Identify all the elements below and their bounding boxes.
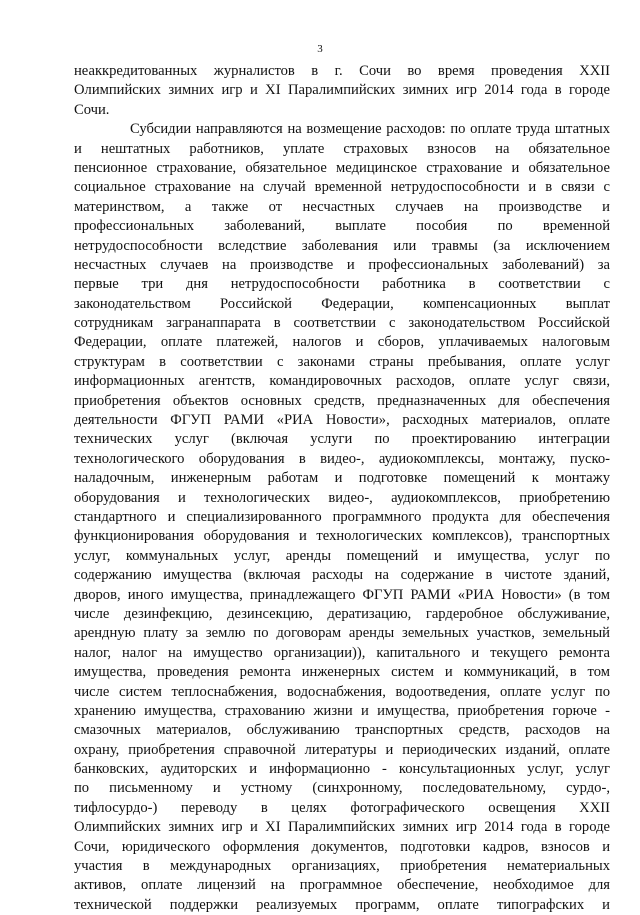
text-line: Федерации, оплате платежей, налогов и сборов, уплачиваемых налоговым — [74, 334, 610, 351]
text-line: числе систем теплоснабжения, водоснабжения, водоотведения, оплате услуг по — [74, 683, 610, 700]
text-line: наладочным, инженерным работам и подготовке помещений к монтажу — [74, 470, 610, 487]
text-line: Олимпийских зимних игр и XI Паралимпийских зимних игр 2014 года в городе — [74, 82, 610, 99]
text-line: структурам в соответствии с законами страны пребывания, оплате услуг — [74, 353, 610, 370]
page-number: 3 — [317, 43, 323, 55]
text-line: информационных агентств, командировочных расходов, оплате услуг связи, — [74, 373, 610, 390]
text-line: первые три дня нетрудоспособности работника в соответствии с — [74, 276, 610, 293]
text-line: стандартного и специализированного программного продукта для обеспечения — [74, 508, 610, 525]
text-line: Сочи, юридического оформления документов, подготовки кадров, взносов и — [74, 838, 610, 855]
text-line: технологического оборудования в видео-, аудиокомплексы, монтажу, пуско- — [74, 450, 610, 467]
text-line: несчастных случаев на производстве и профессиональных заболеваний) за — [74, 256, 610, 273]
text-line: арендную плату за землю по договорам аренды земельных участков, земельный — [74, 625, 610, 642]
text-line: пенсионное страхование, обязательное медицинское страхование и обязательное — [74, 159, 610, 176]
body-text — [74, 62, 610, 915]
text-line: технической поддержки реализуемых программ, оплате типографских и — [74, 896, 610, 913]
text-line: приобретения объектов основных средств, предназначенных для обеспечения — [74, 392, 610, 409]
text-line: по письменному и устному (синхронному, последовательному, сурдо-, — [74, 780, 610, 797]
text-line: нетрудоспособности вследствие заболевания или травмы (за исключением — [74, 237, 610, 254]
text-line: хранению имущества, страхованию жизни и имущества, приобретения горюче - — [74, 702, 610, 719]
text-line: содержанию имущества (включая расходы на содержание в чистоте зданий, — [74, 567, 610, 584]
text-line: банковских, аудиторских и информационно - консультационных услуг, услуг — [74, 761, 610, 778]
text-line: законодательством Российской Федерации, компенсационных выплат — [74, 295, 610, 312]
text-line: технических услуг (включая услуги по проектированию интеграции — [74, 431, 610, 448]
text-line: налог, налог на имущество организации)), капитального и текущего ремонта — [74, 644, 610, 661]
text-line: сотрудникам загранаппарата в соответствии с законодательством Российской — [74, 315, 610, 332]
text-line: имущества, проведения ремонта инженерных систем и коммуникаций, в том — [74, 664, 610, 681]
text-line: охрану, приобретения справочной литературы и периодических изданий, оплате — [74, 741, 610, 758]
text-line: смазочных материалов, обслуживанию транспортных средств, расходов на — [74, 722, 610, 739]
text-line: дворов, иного имущества, принадлежащего ФГУП РАМИ «РИА Новости» (в том — [74, 586, 610, 603]
text-line: профессиональных заболеваний, выплате пособия по временной — [74, 218, 610, 235]
text-line: материнством, а также от несчастных случаев на производстве и — [74, 198, 610, 215]
text-line: социальное страхование на случай временной нетрудоспособности и в связи с — [74, 179, 610, 196]
text-line: функционирования оборудования и технологических комплексов), транспортных — [74, 528, 610, 545]
text-line: участия в международных организациях, приобретения нематериальных — [74, 858, 610, 875]
text-line: оборудования и технологических видео-, аудиокомплексов, приобретению — [74, 489, 610, 506]
text-line: Субсидии направляются на возмещение расходов: по оплате труда штатных — [130, 121, 610, 138]
text-line: Олимпийских зимних игр и XI Паралимпийских зимних игр 2014 года в городе — [74, 819, 610, 836]
text-line: неаккредитованных журналистов в г. Сочи во время проведения XXII — [74, 63, 610, 79]
text-line: и нештатных работников, уплате страховых взносов на обязательное — [74, 140, 610, 157]
text-line: Сочи. — [74, 101, 110, 118]
text-line: числе дезинфекцию, дезинсекцию, дератизацию, гардеробное обслуживание, — [74, 605, 610, 622]
text-line: деятельности ФГУП РАМИ «РИА Новости», расходных материалов, оплате — [74, 412, 610, 429]
text-line: услуг, коммунальных услуг, аренды помещений и имущества, услуг по — [74, 547, 610, 564]
text-line: тифлосурдо-) переводу в целях фотографического освещения XXII — [74, 799, 610, 816]
text-line: активов, оплате лицензий на программное обеспечение, необходимое для — [74, 877, 610, 894]
